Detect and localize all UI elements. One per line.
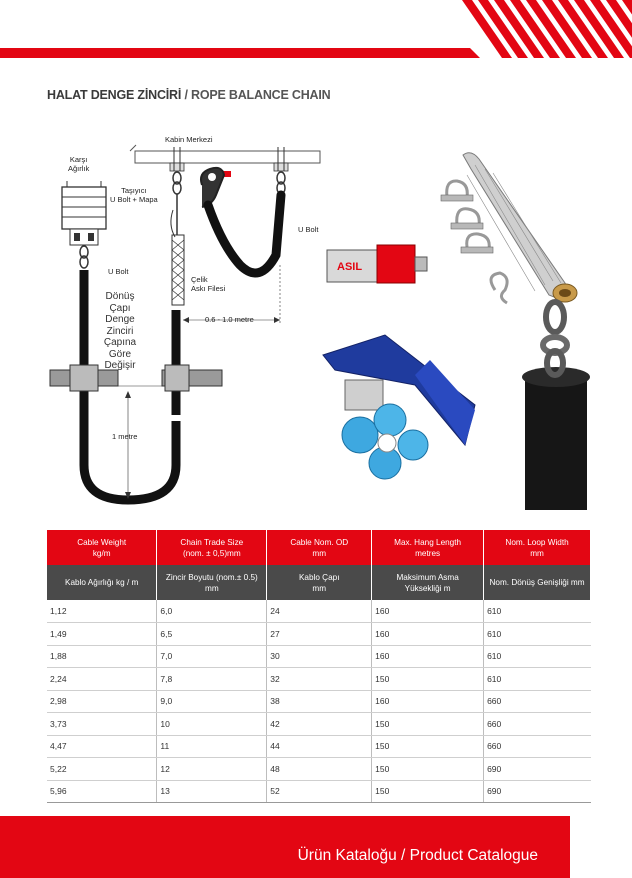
table-row	[47, 780, 591, 803]
footer-text: Ürün Kataloğu / Product Catalogue	[297, 847, 538, 864]
table-body	[47, 600, 591, 803]
roller-bracket-photo	[323, 335, 475, 479]
table-cell: 150	[372, 735, 484, 758]
label-distance: 0.6 - 1.0 metre	[205, 315, 254, 324]
label-kabin-merkezi: Kabin Merkezi	[165, 135, 213, 144]
limit-switch-photo	[327, 245, 427, 283]
table-row	[47, 713, 591, 736]
note-line-6: Göre	[108, 348, 132, 360]
table-cell: 13	[157, 780, 267, 803]
label-aski-filesi: Askı Filesi	[191, 284, 226, 293]
th-maksimum-asma: Maksimum Asma Yüksekliği m	[372, 565, 484, 600]
table-cell: 690	[484, 780, 591, 803]
top-stripe-decoration	[0, 0, 632, 62]
title-tr: HALAT DENGE ZİNCİRİ	[47, 88, 182, 102]
product-illustrations	[315, 145, 605, 515]
table-cell: 610	[484, 600, 591, 623]
table-row	[47, 758, 591, 781]
table-row	[47, 623, 591, 646]
th-chain-trade-size: Chain Trade Size (nom. ± 0,5)mm	[157, 530, 267, 565]
table-cell: 2,24	[47, 668, 157, 691]
label-agirlik: Ağırlık	[68, 164, 90, 173]
title-en: ROPE BALANCE CHAIN	[191, 88, 331, 102]
table-row	[47, 690, 591, 713]
table-cell: 610	[484, 623, 591, 646]
chain-cable-photo	[522, 302, 590, 510]
note-line-5: Çapına	[103, 337, 137, 348]
table-cell: 3,73	[47, 713, 157, 736]
table-cell: 160	[372, 690, 484, 713]
table-cell: 2,98	[47, 690, 157, 713]
th-cable-nom-od: Cable Nom. OD mm	[267, 530, 372, 565]
table-cell: 27	[267, 623, 372, 646]
table-cell: 1,49	[47, 623, 157, 646]
label-karsi: Karşı	[69, 155, 88, 164]
table-cell: 610	[484, 645, 591, 668]
table-cell: 44	[267, 735, 372, 758]
rope-balance-chain-diagram	[40, 125, 330, 510]
th-max-hang-length: Max. Hang Length metres	[372, 530, 484, 565]
table-cell: 10	[157, 713, 267, 736]
table-cell: 11	[157, 735, 267, 758]
table-cell: 42	[267, 713, 372, 736]
table-cell: 32	[267, 668, 372, 691]
table-cell: 150	[372, 713, 484, 736]
label-tasiyici	[110, 186, 158, 204]
table-cell: 12	[157, 758, 267, 781]
label-celik-aski	[191, 275, 225, 293]
note-line-4: Zinciri	[106, 325, 134, 337]
label-tasiyici-line1: Taşıyıcı	[121, 186, 147, 195]
note-line-7: Değişir	[104, 360, 136, 371]
product-photos	[315, 145, 605, 515]
label-tasiyici-line2: U Bolt + Mapa	[110, 195, 158, 204]
table-cell: 5,22	[47, 758, 157, 781]
table-cell: 150	[372, 780, 484, 803]
diagram-drawing	[40, 125, 330, 510]
th-donus-genisligi: Nom. Dönüş Genişliği mm	[484, 565, 591, 600]
label-u-bolt-right: U Bolt	[298, 225, 319, 234]
table-row	[47, 600, 591, 623]
title-separator: /	[181, 88, 191, 102]
th-cable-weight: Cable Weight kg/m	[47, 530, 157, 565]
note-line-2: Çapı	[109, 302, 131, 314]
table-cell: 660	[484, 713, 591, 736]
table-row	[47, 645, 591, 668]
table-cell: 5,96	[47, 780, 157, 803]
table-header-tr	[47, 565, 591, 600]
table-cell: 24	[267, 600, 372, 623]
th-nom-loop-width: Nom. Loop Width mm	[484, 530, 591, 565]
switch-brand-text: ASIL	[337, 261, 363, 273]
table-cell: 160	[372, 645, 484, 668]
table-cell: 150	[372, 668, 484, 691]
note-line-3: Denge	[105, 314, 135, 325]
table-cell: 52	[267, 780, 372, 803]
note-line-1: Dönüş	[105, 291, 135, 302]
spec-table	[47, 530, 591, 803]
table-cell: 660	[484, 735, 591, 758]
table-cell: 1,88	[47, 645, 157, 668]
page-title	[47, 88, 330, 102]
table-cell: 9,0	[157, 690, 267, 713]
table-cell: 160	[372, 623, 484, 646]
table-cell: 48	[267, 758, 372, 781]
th-kablo-capi: Kablo Çapı mm	[267, 565, 372, 600]
table-cell: 4,47	[47, 735, 157, 758]
label-karsi-agirlik	[68, 155, 89, 173]
table-cell: 610	[484, 668, 591, 691]
label-one-metre: 1 metre	[112, 432, 138, 441]
label-donus-note	[95, 291, 145, 372]
table-cell: 7,8	[157, 668, 267, 691]
label-u-bolt-left: U Bolt	[108, 267, 129, 276]
table-cell: 30	[267, 645, 372, 668]
table-cell: 160	[372, 600, 484, 623]
table-cell: 660	[484, 690, 591, 713]
table-cell: 38	[267, 690, 372, 713]
label-celik: Çelik	[191, 275, 208, 284]
table-cell: 690	[484, 758, 591, 781]
table-row	[47, 668, 591, 691]
table-row	[47, 735, 591, 758]
table-cell: 150	[372, 758, 484, 781]
table-header-en	[47, 530, 591, 565]
table-cell: 6,0	[157, 600, 267, 623]
footer-bar	[0, 816, 570, 878]
th-kablo-agirligi: Kablo Ağırlığı kg / m	[47, 565, 157, 600]
table-cell: 7,0	[157, 645, 267, 668]
table-cell: 6,5	[157, 623, 267, 646]
th-zincir-boyutu: Zincir Boyutu (nom.± 0.5) mm	[157, 565, 267, 600]
table-cell: 1,12	[47, 600, 157, 623]
